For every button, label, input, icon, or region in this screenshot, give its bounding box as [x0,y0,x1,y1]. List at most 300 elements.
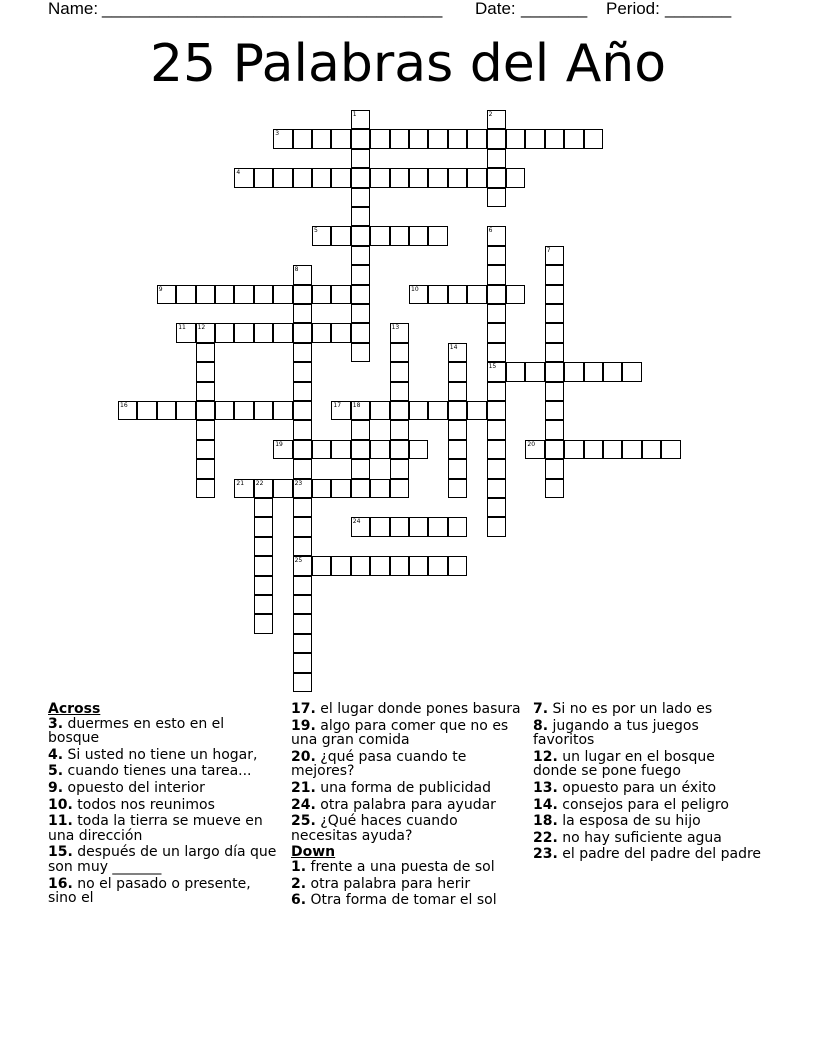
crossword-cell[interactable] [331,168,350,187]
crossword-cell[interactable] [331,479,350,498]
across-clue [291,750,521,779]
crossword-cell[interactable] [254,537,273,556]
crossword-cell[interactable] [312,440,331,459]
crossword-cell[interactable] [351,304,370,323]
clues-column-1 [48,702,278,908]
crossword-cell[interactable] [390,556,409,575]
crossword-cell[interactable] [390,129,409,148]
crossword-cell[interactable] [254,285,273,304]
crossword-cell[interactable] [487,382,506,401]
crossword-cell[interactable] [545,304,564,323]
clue-text: consejos para el peligro [557,796,729,813]
clue-number-label: 12. [533,748,558,765]
crossword-cell[interactable] [234,401,253,420]
crossword-cell[interactable] [312,168,331,187]
crossword-cell[interactable] [351,479,370,498]
clue-text: el lugar donde pones basura [315,701,521,717]
crossword-cell[interactable] [254,168,273,187]
down-clue [533,831,763,846]
crossword-cell[interactable] [293,323,312,342]
crossword-cell[interactable] [196,459,215,478]
crossword-cell[interactable] [312,556,331,575]
crossword-cell[interactable] [487,149,506,168]
across-clue [48,798,278,813]
crossword-cell[interactable] [487,401,506,420]
across-clue [291,781,521,796]
crossword-cell[interactable] [545,420,564,439]
crossword-cell[interactable] [331,129,350,148]
clue-number-label: 13. [533,779,558,796]
across-clue [48,717,278,746]
crossword-cell[interactable] [448,556,467,575]
crossword-cell[interactable] [487,517,506,536]
crossword-cell[interactable] [351,129,370,148]
down-clue [533,781,763,796]
crossword-cell[interactable] [196,420,215,439]
clue-number: 14 [449,343,458,351]
clue-text: jugando a tus juegos favoritos [533,717,699,749]
crossword-cell[interactable] [351,265,370,284]
crossword-cell[interactable] [351,556,370,575]
clue-number: 2 [488,111,493,118]
down-clue [533,814,763,829]
crossword-cell[interactable] [331,226,350,245]
crossword-cell[interactable] [293,673,312,692]
crossword-cell[interactable] [487,420,506,439]
crossword-cell[interactable] [545,285,564,304]
clue-number: 3 [275,130,280,138]
crossword-cell[interactable] [448,285,467,304]
crossword-cell[interactable] [448,459,467,478]
crossword-cell[interactable] [293,498,312,517]
crossword-cell[interactable] [661,440,680,459]
crossword-cell[interactable] [351,149,370,168]
across-clue [48,845,278,874]
crossword-cell[interactable] [293,168,312,187]
crossword-cell[interactable] [487,110,506,129]
clue-number-label: 18. [533,813,558,830]
crossword-cell[interactable] [293,401,312,420]
crossword-cell[interactable] [215,401,234,420]
clue-number: 7 [546,246,551,254]
across-clue [48,781,278,796]
crossword-cell[interactable] [293,129,312,148]
crossword-cell[interactable] [196,440,215,459]
crossword-cell[interactable] [467,129,486,148]
crossword-cell[interactable] [448,168,467,187]
crossword-cell[interactable] [176,323,195,342]
clue-number: 8 [294,266,299,274]
crossword-cell[interactable] [409,401,428,420]
crossword-cell[interactable] [351,110,370,129]
crossword-cell[interactable] [273,440,292,459]
crossword-cell[interactable] [506,129,525,148]
crossword-cell[interactable] [448,129,467,148]
crossword-cell[interactable] [351,517,370,536]
clue-number-label: 11. [48,813,73,830]
crossword-cell[interactable] [545,382,564,401]
crossword-cell[interactable] [293,537,312,556]
crossword-cell[interactable] [545,459,564,478]
crossword-cell[interactable] [234,285,253,304]
crossword-cell[interactable] [176,401,195,420]
across-clue [48,877,278,906]
clue-number: 13 [391,324,400,332]
crossword-cell[interactable] [525,440,544,459]
clue-text: Otra forma de tomar el sol [306,892,497,909]
crossword-cell[interactable] [254,401,273,420]
crossword-cell[interactable] [622,440,641,459]
clue-text: después de un largo día que son muy _______ [48,844,277,875]
clue-number-label: 6. [291,892,307,909]
crossword-cell[interactable] [409,517,428,536]
crossword-cell[interactable] [196,362,215,381]
crossword-cell[interactable] [390,226,409,245]
crossword-cell[interactable] [254,576,273,595]
crossword-cell[interactable] [118,401,137,420]
crossword-cell[interactable] [293,576,312,595]
crossword-cell[interactable] [428,285,447,304]
clue-number: 10 [411,285,419,293]
crossword-cell[interactable] [467,168,486,187]
crossword-cell[interactable] [428,401,447,420]
clue-number-label: 5. [48,763,64,780]
crossword-cell[interactable] [448,382,467,401]
clue-text: no el pasado o presente, sino el [48,875,251,907]
clue-text: frente a una puesta de sol [306,858,495,875]
clue-number-label: 16. [48,875,73,892]
crossword-cell[interactable] [331,556,350,575]
crossword-cell[interactable] [487,304,506,323]
crossword-cell[interactable] [351,226,370,245]
clue-number-label: 9. [48,779,64,796]
crossword-cell[interactable] [370,168,389,187]
crossword-cell[interactable] [487,129,506,148]
crossword-cell[interactable] [351,246,370,265]
down-clue [533,847,763,862]
clue-text: Si usted no tiene un hogar, [63,746,258,763]
crossword-cell[interactable] [390,459,409,478]
name-line[interactable]: ____________________________________ [102,0,443,18]
crossword-cell[interactable] [487,285,506,304]
crossword-cell[interactable] [409,226,428,245]
crossword-cell[interactable] [312,129,331,148]
crossword-cell[interactable] [254,323,273,342]
crossword-cell[interactable] [487,323,506,342]
clue-number-label: 24. [291,796,316,813]
clue-number: 17 [333,402,342,409]
crossword-cell[interactable] [525,129,544,148]
across-clue [291,702,521,717]
clue-text: un lugar en el bosque donde se pone fuego [533,748,715,780]
crossword-cell[interactable] [642,440,661,459]
crossword-cell[interactable] [487,168,506,187]
crossword-cell[interactable] [312,323,331,342]
crossword-cell[interactable] [370,226,389,245]
crossword-cell[interactable] [196,343,215,362]
clue-number: 1 [352,111,357,118]
crossword-cell[interactable] [545,323,564,342]
crossword-cell[interactable] [312,285,331,304]
crossword-cell[interactable] [390,420,409,439]
crossword-cell[interactable] [390,323,409,342]
clues-column-2 [291,702,521,910]
crossword-cell[interactable] [487,188,506,207]
clue-number-label: 17. [291,701,316,717]
crossword-cell[interactable] [525,362,544,381]
crossword-cell[interactable] [273,401,292,420]
crossword-cell[interactable] [293,459,312,478]
crossword-cell[interactable] [506,362,525,381]
crossword-cell[interactable] [487,498,506,517]
crossword-cell[interactable] [234,479,253,498]
crossword-cell[interactable] [312,479,331,498]
crossword-cell[interactable] [293,517,312,536]
down-clue [533,798,763,813]
crossword-cell[interactable] [545,362,564,381]
crossword-cell[interactable] [487,440,506,459]
date-line[interactable]: _______ [521,0,588,18]
crossword-cell[interactable] [137,401,156,420]
period-label: Period: [606,0,660,18]
crossword-cell[interactable] [545,440,564,459]
crossword-cell[interactable] [545,265,564,284]
crossword-cell[interactable] [351,440,370,459]
clue-number: 25 [294,557,303,565]
crossword-cell[interactable] [351,420,370,439]
crossword-cell[interactable] [254,517,273,536]
crossword-cell[interactable] [273,323,292,342]
crossword-cell[interactable] [196,401,215,420]
crossword-cell[interactable] [351,323,370,342]
crossword-cell[interactable] [448,343,467,362]
crossword-cell[interactable] [293,653,312,672]
crossword-cell[interactable] [370,556,389,575]
crossword-cell[interactable] [390,343,409,362]
clue-number: 24 [352,518,361,526]
crossword-cell[interactable] [351,343,370,362]
clue-number: 5 [314,227,318,235]
crossword-cell[interactable] [409,440,428,459]
crossword-cell[interactable] [622,362,641,381]
crossword-cell[interactable] [234,168,253,187]
clue-text: todos nos reunimos [72,796,215,813]
crossword-cell[interactable] [487,362,506,381]
crossword-cell[interactable] [312,226,331,245]
crossword-cell[interactable] [584,129,603,148]
crossword-cell[interactable] [390,401,409,420]
crossword-cell[interactable] [351,459,370,478]
crossword-cell[interactable] [545,343,564,362]
crossword-cell[interactable] [293,556,312,575]
crossword-cell[interactable] [254,556,273,575]
crossword-cell[interactable] [564,129,583,148]
clue-text: otra palabra para ayudar [315,796,496,813]
crossword-cell[interactable] [448,479,467,498]
crossword-cell[interactable] [293,382,312,401]
crossword-cell[interactable] [293,304,312,323]
clue-text: cuando tienes una tarea... [63,763,252,780]
clue-number-label: 25. [291,813,316,830]
crossword-cell[interactable] [370,479,389,498]
down-clue [533,702,763,717]
crossword-cell[interactable] [351,401,370,420]
crossword-cell[interactable] [428,226,447,245]
crossword-cell[interactable] [293,343,312,362]
crossword-cell[interactable] [603,362,622,381]
across-clue [291,814,521,843]
crossword-cell[interactable] [487,479,506,498]
down-clue [291,893,521,908]
crossword-cell[interactable] [331,285,350,304]
crossword-cell[interactable] [254,614,273,633]
crossword-cell[interactable] [215,285,234,304]
crossword-cell[interactable] [390,440,409,459]
crossword-cell[interactable] [487,343,506,362]
crossword-cell[interactable] [351,207,370,226]
crossword-cell[interactable] [584,362,603,381]
crossword-cell[interactable] [273,479,292,498]
crossword-cell[interactable] [331,440,350,459]
crossword-cell[interactable] [351,168,370,187]
crossword-cell[interactable] [448,420,467,439]
clues-column-3 [533,702,763,864]
crossword-cell[interactable] [564,440,583,459]
crossword-cell[interactable] [215,323,234,342]
clue-number-label: 21. [291,779,316,796]
crossword-cell[interactable] [390,479,409,498]
crossword-cell[interactable] [351,285,370,304]
clue-text: toda la tierra se mueve en una dirección [48,813,263,844]
crossword-cell[interactable] [390,362,409,381]
crossword-cell[interactable] [487,226,506,245]
crossword-cell[interactable] [564,362,583,381]
clue-number: 15 [488,363,497,371]
clue-number: 20 [527,440,536,448]
crossword-cell[interactable] [487,265,506,284]
crossword-cell[interactable] [331,401,350,420]
clue-number: 4 [236,169,241,177]
crossword-cell[interactable] [409,129,428,148]
crossword-cell[interactable] [448,440,467,459]
down-clue [533,750,763,779]
clue-number-label: 20. [291,748,316,765]
clue-number: 19 [275,440,283,448]
crossword-cell[interactable] [390,517,409,536]
crossword-cell[interactable] [293,362,312,381]
crossword-cell[interactable] [293,265,312,284]
crossword-cell[interactable] [273,129,292,148]
crossword-cell[interactable] [196,285,215,304]
crossword-cell[interactable] [409,285,428,304]
across-clue [291,719,521,748]
crossword-cell[interactable] [370,440,389,459]
across-clue [48,814,278,843]
clue-number: 23 [294,479,303,487]
clue-number-label: 7. [533,701,549,717]
crossword-cell[interactable] [603,440,622,459]
clue-number-label: 10. [48,796,73,813]
clue-text: opuesto para un éxito [557,779,717,796]
clue-number-label: 4. [48,746,64,763]
clue-text: opuesto del interior [63,779,205,796]
crossword-cell[interactable] [331,323,350,342]
crossword-cell[interactable] [448,517,467,536]
crossword-cell[interactable] [254,498,273,517]
crossword-cell[interactable] [545,246,564,265]
crossword-cell[interactable] [584,440,603,459]
clue-number-label: 14. [533,796,558,813]
crossword-cell[interactable] [370,517,389,536]
crossword-cell[interactable] [157,401,176,420]
crossword-cell[interactable] [254,595,273,614]
crossword-cell[interactable] [157,285,176,304]
crossword-cell[interactable] [196,323,215,342]
clue-number: 16 [120,402,128,409]
clue-text: duermes en esto en el bosque [48,715,225,747]
crossword-cell[interactable] [196,382,215,401]
crossword-cell[interactable] [273,285,292,304]
crossword-cell[interactable] [506,285,525,304]
clue-text: no hay suficiente agua [557,829,722,846]
crossword-cell[interactable] [370,401,389,420]
crossword-cell[interactable] [428,168,447,187]
crossword-cell[interactable] [487,459,506,478]
crossword-cell[interactable] [351,188,370,207]
crossword-cell[interactable] [487,246,506,265]
crossword-cell[interactable] [273,168,292,187]
crossword-cell[interactable] [506,168,525,187]
clue-text: una forma de publicidad [315,779,492,796]
crossword-cell[interactable] [293,420,312,439]
clue-text: algo para comer que no es una gran comida [291,717,509,749]
crossword-cell[interactable] [428,129,447,148]
period-line[interactable]: _______ [665,0,732,18]
clue-number-label: 23. [533,846,558,863]
clue-number-label: 19. [291,717,316,734]
crossword-cell[interactable] [545,401,564,420]
date-label: Date: [475,0,516,18]
crossword-cell[interactable] [467,285,486,304]
crossword-cell[interactable] [545,129,564,148]
crossword-cell[interactable] [293,595,312,614]
crossword-cell[interactable] [390,168,409,187]
crossword-cell[interactable] [390,382,409,401]
crossword-cell[interactable] [293,479,312,498]
crossword-cell[interactable] [370,129,389,148]
crossword-cell[interactable] [293,285,312,304]
crossword-cell[interactable] [448,362,467,381]
across-clue [48,764,278,779]
crossword-cell[interactable] [545,479,564,498]
crossword-cell[interactable] [448,401,467,420]
clue-number: 22 [255,479,264,487]
crossword-cell[interactable] [176,285,195,304]
crossword-cell[interactable] [409,556,428,575]
crossword-cell[interactable] [409,168,428,187]
down-clue [291,860,521,875]
crossword-cell[interactable] [293,634,312,653]
crossword-cell[interactable] [428,556,447,575]
crossword-cell[interactable] [234,323,253,342]
crossword-cell[interactable] [467,401,486,420]
crossword-cell[interactable] [293,440,312,459]
crossword-cell[interactable] [254,479,273,498]
crossword-cell[interactable] [293,614,312,633]
clue-text: la esposa de su hijo [557,813,701,830]
crossword-cell[interactable] [196,479,215,498]
crossword-cell[interactable] [428,517,447,536]
